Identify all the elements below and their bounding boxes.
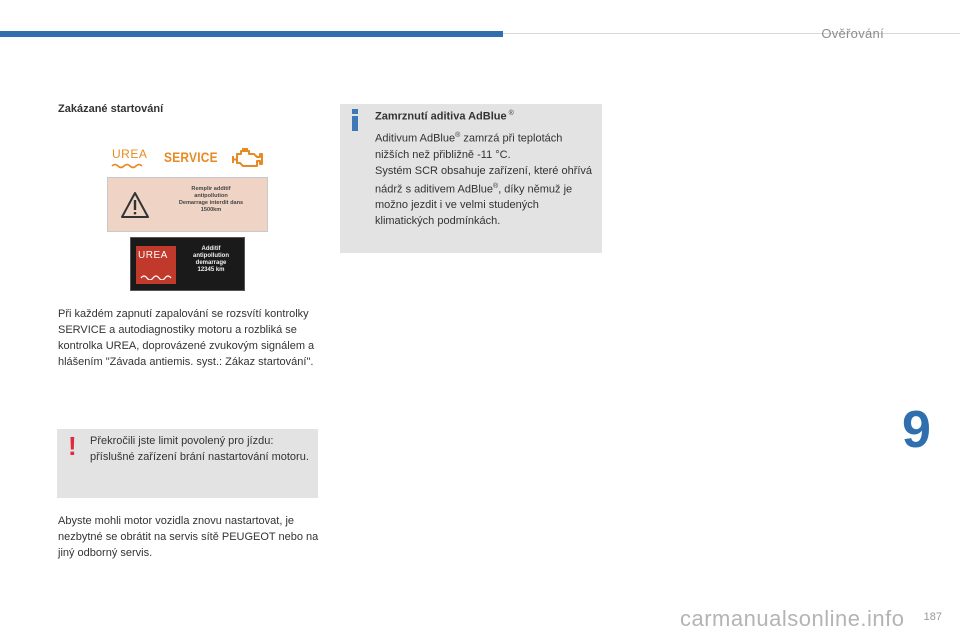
instrument-panel-display (130, 237, 245, 291)
info-text: Aditivum AdBlue® zamrzá při teplotách nižších než přibližně -11 °C. Systém SCR obsahuje zařízení, které ohřívá nádrž s aditivem AdBlue®, díky němuž je možno jezdit i ve velmi studených klimatických podmínkách. (375, 132, 593, 228)
header-divider (503, 33, 960, 34)
urea-icon: UREA (110, 147, 150, 171)
chapter-number: 9 (902, 401, 931, 459)
service-icon: SERVICE (164, 149, 218, 165)
alert-box (57, 429, 318, 498)
info-title: Zamrznutí aditiva AdBlue ® (375, 110, 514, 123)
body-paragraph-ignition: Při každém zapnutí zapalování se rozsvítí kontrolky SERVICE a autodiagnostiky motoru a rozbliká se kontrolka UREA, doprovázené zvukovým signálem a hlášením "Závada antiemis. syst.: Zákaz startování". (58, 308, 315, 368)
multifunction-display-warning (107, 177, 268, 232)
exclamation-icon: ! (68, 431, 77, 461)
header-accent-bar (0, 31, 503, 37)
info-icon (351, 109, 359, 131)
urea-warning-icon: UREA (136, 246, 176, 284)
watermark: carmanualsonline.info (680, 606, 905, 631)
page-number: 187 (923, 611, 942, 623)
warning-triangle-icon (120, 191, 150, 219)
body-paragraph-service: Abyste mohli motor vozidla znovu nastartovat, je nezbytné se obrátit na servis sítě PEUGEOT nebo na jiný odborný servis. (58, 515, 319, 559)
chapter-title: Ověřování (821, 26, 884, 41)
info-box (340, 104, 602, 253)
section-heading: Zakázané startování (58, 103, 164, 115)
alert-text: Překročili jste limit povolený pro jízdu: příslušné zařízení brání nastartování motoru. (90, 435, 309, 463)
instrument-display-text: Additif antipollution demarrage 12345 km (193, 246, 229, 273)
engine-check-icon (230, 145, 266, 171)
warning-panel-text: Remplir additif antipollution Demarrage interdit dans 1500km (178, 186, 244, 213)
indicator-icons-row (110, 143, 270, 173)
